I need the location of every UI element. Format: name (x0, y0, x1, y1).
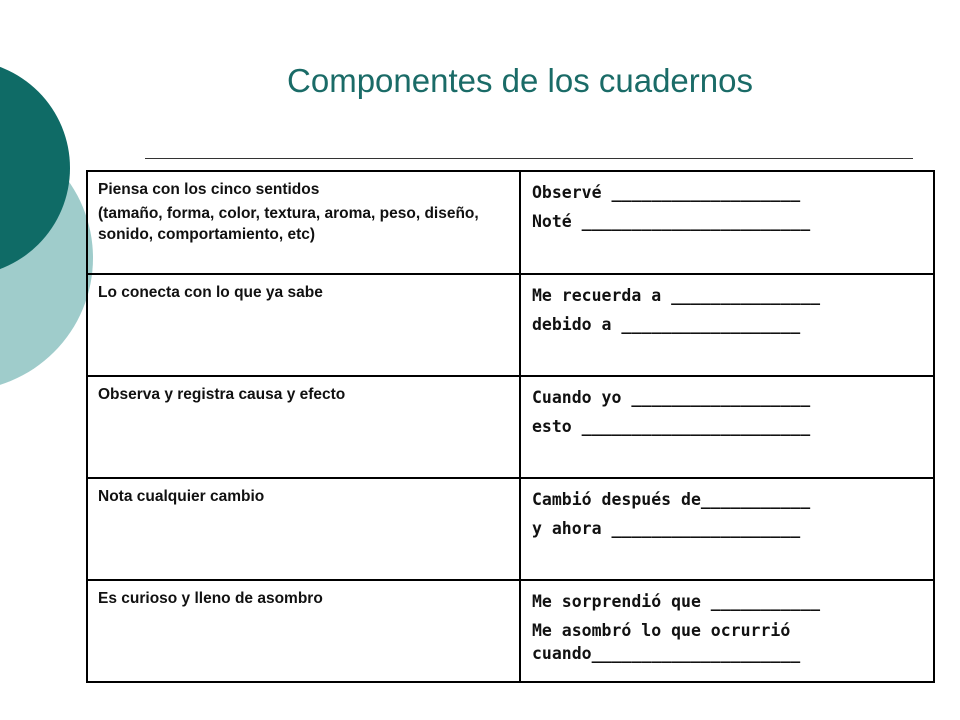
notebook-components-table (86, 170, 935, 683)
left-cell (87, 274, 520, 376)
prompt-line: y ahora ___________________ (532, 519, 801, 538)
prompt-line: debido a __________________ (532, 315, 801, 334)
component-label: Piensa con los cinco sentidos (98, 181, 320, 198)
prompt-line: Me recuerda a _______________ (532, 286, 821, 305)
component-label: Observa y registra causa y efecto (98, 386, 346, 403)
right-cell (520, 580, 934, 682)
left-cell (87, 376, 520, 478)
right-cell (520, 376, 934, 478)
prompt-line: Noté _______________________ (532, 212, 811, 231)
right-cell (520, 171, 934, 274)
table-row (87, 376, 934, 478)
left-cell (87, 580, 520, 682)
prompt-line: Observé ___________________ (532, 183, 801, 202)
right-cell (520, 274, 934, 376)
right-cell (520, 478, 934, 580)
component-label: Lo conecta con lo que ya sabe (98, 284, 323, 301)
left-cell (87, 171, 520, 274)
title-divider (145, 158, 913, 159)
prompt-line: Cuando yo __________________ (532, 388, 811, 407)
table-row (87, 171, 934, 274)
table-row (87, 274, 934, 376)
table-row (87, 580, 934, 682)
prompt-line: Me sorprendió que ___________ (532, 592, 821, 611)
prompt-line: esto _______________________ (532, 417, 811, 436)
light-teal-circle (0, 125, 93, 391)
prompt-line: Me asombró lo que ocrurrió cuando_____________________ (532, 621, 801, 663)
component-label: Nota cualquier cambio (98, 488, 265, 505)
left-cell (87, 478, 520, 580)
slide-title: Componentes de los cuadernos (287, 62, 753, 99)
component-sublabel: (tamaño, forma, color, textura, aroma, peso, diseño, sonido, comportamiento, etc) (98, 205, 479, 243)
prompt-line: Cambió después de___________ (532, 490, 811, 509)
component-label: Es curioso y lleno de asombro (98, 590, 323, 607)
table-row (87, 478, 934, 580)
dark-teal-circle (0, 60, 70, 276)
